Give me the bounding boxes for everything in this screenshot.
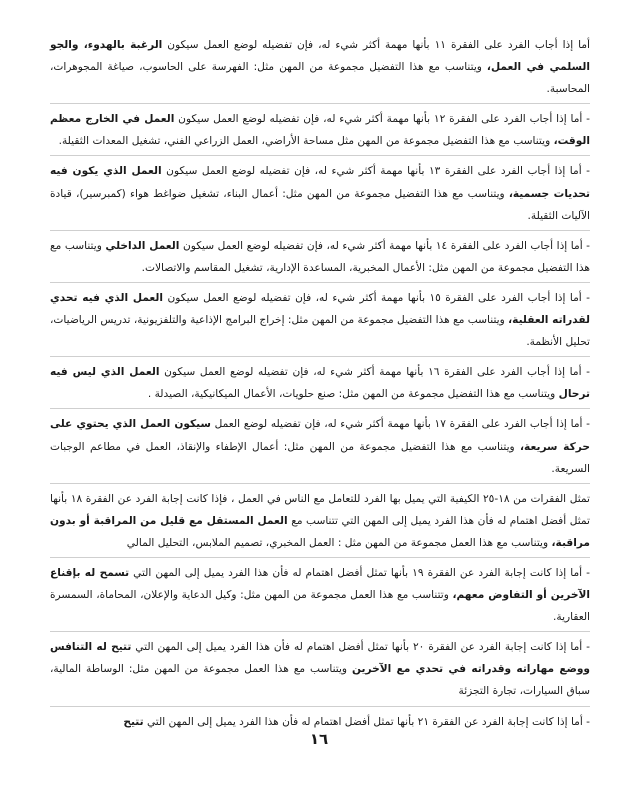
paragraph-emphasis: العمل الداخلي [105,239,180,252]
paragraph-emphasis: العمل الذي يكون فيه تحديات جسمية، [50,165,591,200]
divider [50,103,590,104]
divider [50,631,590,632]
paragraph-emphasis: تتيح له التنافس ووضع مهاراته وقدراته في تحدي مع الآخرين [50,641,590,676]
paragraph-q20 [50,636,590,702]
paragraph-emphasis: العمل الذي فيه تحدي لقدراته العقلية، [50,291,591,327]
paragraph-text: ويتناسب مع هذا التفضيل مجموعة من المهن مثل: أعمال الإطفاء والإنقاذ، العمل في مطاعم الوجبات السريعة. [50,440,590,475]
paragraph-emphasis: العمل الذي ليس فيه ترحال [50,366,590,401]
paragraph-text: - أما إذا أجاب الفرد على الفقرة ١٥ بأنها مهمة أكثر شيء له، فإن تفضيله لوضع العمل سيكون [163,291,590,304]
page-body [50,34,590,733]
paragraph-emphasis: تسمح له بإقناع الآخرين أو التفاوض معهم، [50,566,590,602]
paragraph-text: - أما إذا أجاب الفرد على الفقرة ١٢ بأنها مهمة أكثر شيء له، فإن تفضيله لوضع العمل سيكون [174,113,590,126]
paragraph-text: ويتناسب مع هذا التفضيل مجموعة من المهن مثل: إخراج البرامج الإذاعية والتلفزيونية، تدريس الرياضيات، تحليل الأنظمة. [50,314,590,349]
paragraph-emphasis: العمل المستقل مع قليل من المراقبة أو بدون مراقبة، [50,514,590,549]
paragraph-text: أما إذا أجاب الفرد على الفقرة ١١ بأنها مهمة أكثر شيء له، فإن تفضيله لوضع العمل سيكون [162,39,590,51]
paragraph-text: - أما إذا كانت إجابة الفرد عن الفقرة ١٩ بأنها تمثل أفضل اهتمام له فأن هذا الفرد يميل إلى المهن التي [129,566,590,579]
paragraph-emphasis: سيكون العمل الذي يحتوي على حركة سريعة، [50,418,590,453]
paragraph-text: ويتناسب مع هذا التفضيل مجموعة من المهن مثل: الأعمال المخبرية، المساعدة الإدارية، تشغيل المقاسم والاتصالات. [50,239,590,274]
paragraph-q17 [50,413,590,479]
divider [50,557,590,558]
paragraph-text: تمثل الفقرات من ١٨-٢٥ الكيفية التي يميل بها الفرد للتعامل مع الناس في العمل ، فإذا كانت إجابة الفرد عن الفقرة ١٨ بأنها تمثل أفضل اهتمام له فأن هذا الفرد يميل إلى المهن التي تتناسب مع [50,492,590,527]
paragraph-text: ويتناسب مع هذا العمل مجموعة من المهن مثل: الوساطة المالية، سباق السيارات، تجارة التجزئة [50,663,590,698]
paragraph-q13 [50,160,590,226]
paragraph-text: ويتناسب مع هذا التفضيل مجموعة من المهن مثل: صنع حلويات، الأعمال الميكانيكية، الصيدلة . [147,388,559,401]
paragraph-q15 [50,287,590,353]
paragraph-text: - أما إذا أجاب الفرد على الفقرة ١٤ بأنها مهمة أكثر شيء له، فإن تفضيله لوضع العمل سيكون [179,239,590,252]
divider [50,356,590,357]
divider [50,483,590,484]
divider [50,155,590,156]
paragraph-text: ويتناسب مع هذا التفضيل مجموعة من المهن مثل مساحة الأراضي، العمل الزراعي الفني، تشغيل المعدات الثقيلة. [58,135,554,148]
divider [50,706,590,707]
paragraph-q11 [50,34,590,100]
paragraph-text: ويتناسب مع هذا التفضيل مجموعة من المهن مثل: أعمال البناء، تشغيل ضواغط هواء (كمبرسير)، قيادة الآليات الثقيلة. [50,187,590,222]
paragraph-text: - أما إذا أجاب الفرد على الفقرة ١٣ بأنها مهمة أكثر شيء له، فإن تفضيله لوضع العمل سيكون [161,165,590,178]
paragraph-text: ويتناسب مع هذا العمل مجموعة من المهن مثل : العمل المخبري، تصميم الملابس، التحليل المالي [126,536,552,549]
divider [50,408,590,409]
page-number: ١٦ [309,730,329,748]
paragraph-q19 [50,562,590,628]
divider [50,282,590,283]
paragraph-text: - أما إذا أجاب الفرد على الفقرة ١٧ بأنها مهمة أكثر شيء له، فإن تفضيله لوضع العمل [210,418,590,431]
paragraph-emphasis: تتيح [123,715,144,728]
paragraph-text: - أما إذا كانت إجابة الفرد عن الفقرة ٢١ بأنها تمثل أفضل اهتمام له فأن هذا الفرد يميل إلى المهن التي [143,715,590,728]
paragraph-text: ويتناسب مع هذا التفضيل مجموعة من المهن مثل: الفهرسة على الحاسوب، صياغة المجوهرات، المحاسبة. [50,61,590,96]
paragraph-emphasis: العمل في الخارج معظم الوقت، [50,113,590,148]
paragraph-text: - أما إذا كانت إجابة الفرد عن الفقرة ٢٠ بأنها تمثل أفضل اهتمام له فأن هذا الفرد يميل إلى المهن التي [131,641,590,654]
paragraph-q12 [50,108,590,152]
paragraph-emphasis: الرغبة بالهدوء، والجو السلمي في العمل، [50,39,590,74]
divider [50,230,590,231]
paragraph-q18 [50,488,590,554]
paragraph-q14 [50,235,590,279]
paragraph-text: وتتناسب مع هذا العمل مجموعة من المهن مثل: وكيل الدعاية والإعلان، المحاماة، السمسرة العقارية. [50,589,590,624]
paragraph-q16 [50,361,590,405]
paragraph-text: - أما إذا أجاب الفرد على الفقرة ١٦ بأنها مهمة أكثر شيء له، فإن تفضيله لوضع العمل سيكون [159,366,590,379]
